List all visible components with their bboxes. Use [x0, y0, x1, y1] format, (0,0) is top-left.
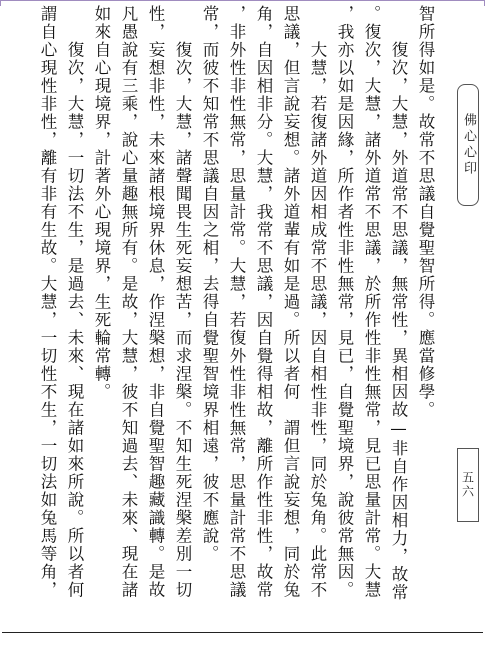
- scripture-text: [8, 5, 436, 630]
- text-column-11: 性，妄想非性，未來諸根境界休息，作涅槃想，非自覺聖智趣藏識轉。是故: [146, 5, 165, 599]
- book-title-tab: [457, 84, 479, 206]
- bottom-rule: [2, 632, 483, 633]
- text-column-3: 。復次，大慧，諸外道常不思議，於所作性非性無常，見已思量計常。大慧: [362, 5, 381, 599]
- text-column-7: 角，自因相非分。大慧，我常不思議，因自覺得相故，離所作性非性，故常: [254, 5, 273, 599]
- text-column-2: 復次，大慧，外道常不思議，無常性，異相因故—非自作因相力，故常: [389, 5, 408, 602]
- text-column-6: 思議，但言說妄想。諸外道輩有如是過。所以者何 謂但言說妄想，同於兔: [281, 5, 300, 599]
- text-column-8: ，非外性非性無常，思量計常。大慧，若復外性非性無常，思量計常不思議: [227, 5, 246, 599]
- text-column-4: ，我亦以如是因緣，所作者性非性無常，見已，自覺聖境界，說彼常無因。: [335, 5, 354, 599]
- page-number-label: 五六: [460, 471, 475, 499]
- text-column-9: 常，而彼不知常不思議自因之相，去得自覺聖智境界相遠，彼不應說。: [200, 5, 219, 563]
- book-title-label: 佛心心印: [461, 113, 476, 177]
- page-number-box: [457, 448, 479, 522]
- text-column-14: 復次，大慧，一切法不生，是過去、未來、現在諸如來所說。所以者何: [65, 5, 84, 599]
- text-column-5: 大慧，若復諸外道因相成常不思議，因自相性非性，同於兔角。此常不: [308, 5, 327, 599]
- text-column-12: 凡愚說有三乘，說心量趣無所有。是故，大慧，彼不知過去、未來、現在諸: [119, 5, 138, 599]
- text-column-15: 謂自心現性非性，離有非有生故。大慧，一切性不生，一切法如兔馬等角，: [38, 5, 57, 599]
- text-column-13: 如來自心現境界，計著外心現境界，生死輪常轉。: [92, 5, 111, 401]
- text-column-10: 復次，大慧，諸聲聞畏生死妄想苦，而求涅槃。不知生死涅槃差別一切: [173, 5, 192, 599]
- text-column-1: 智所得如是。故常不思議自覺聖智所得。應當修學。: [416, 5, 435, 419]
